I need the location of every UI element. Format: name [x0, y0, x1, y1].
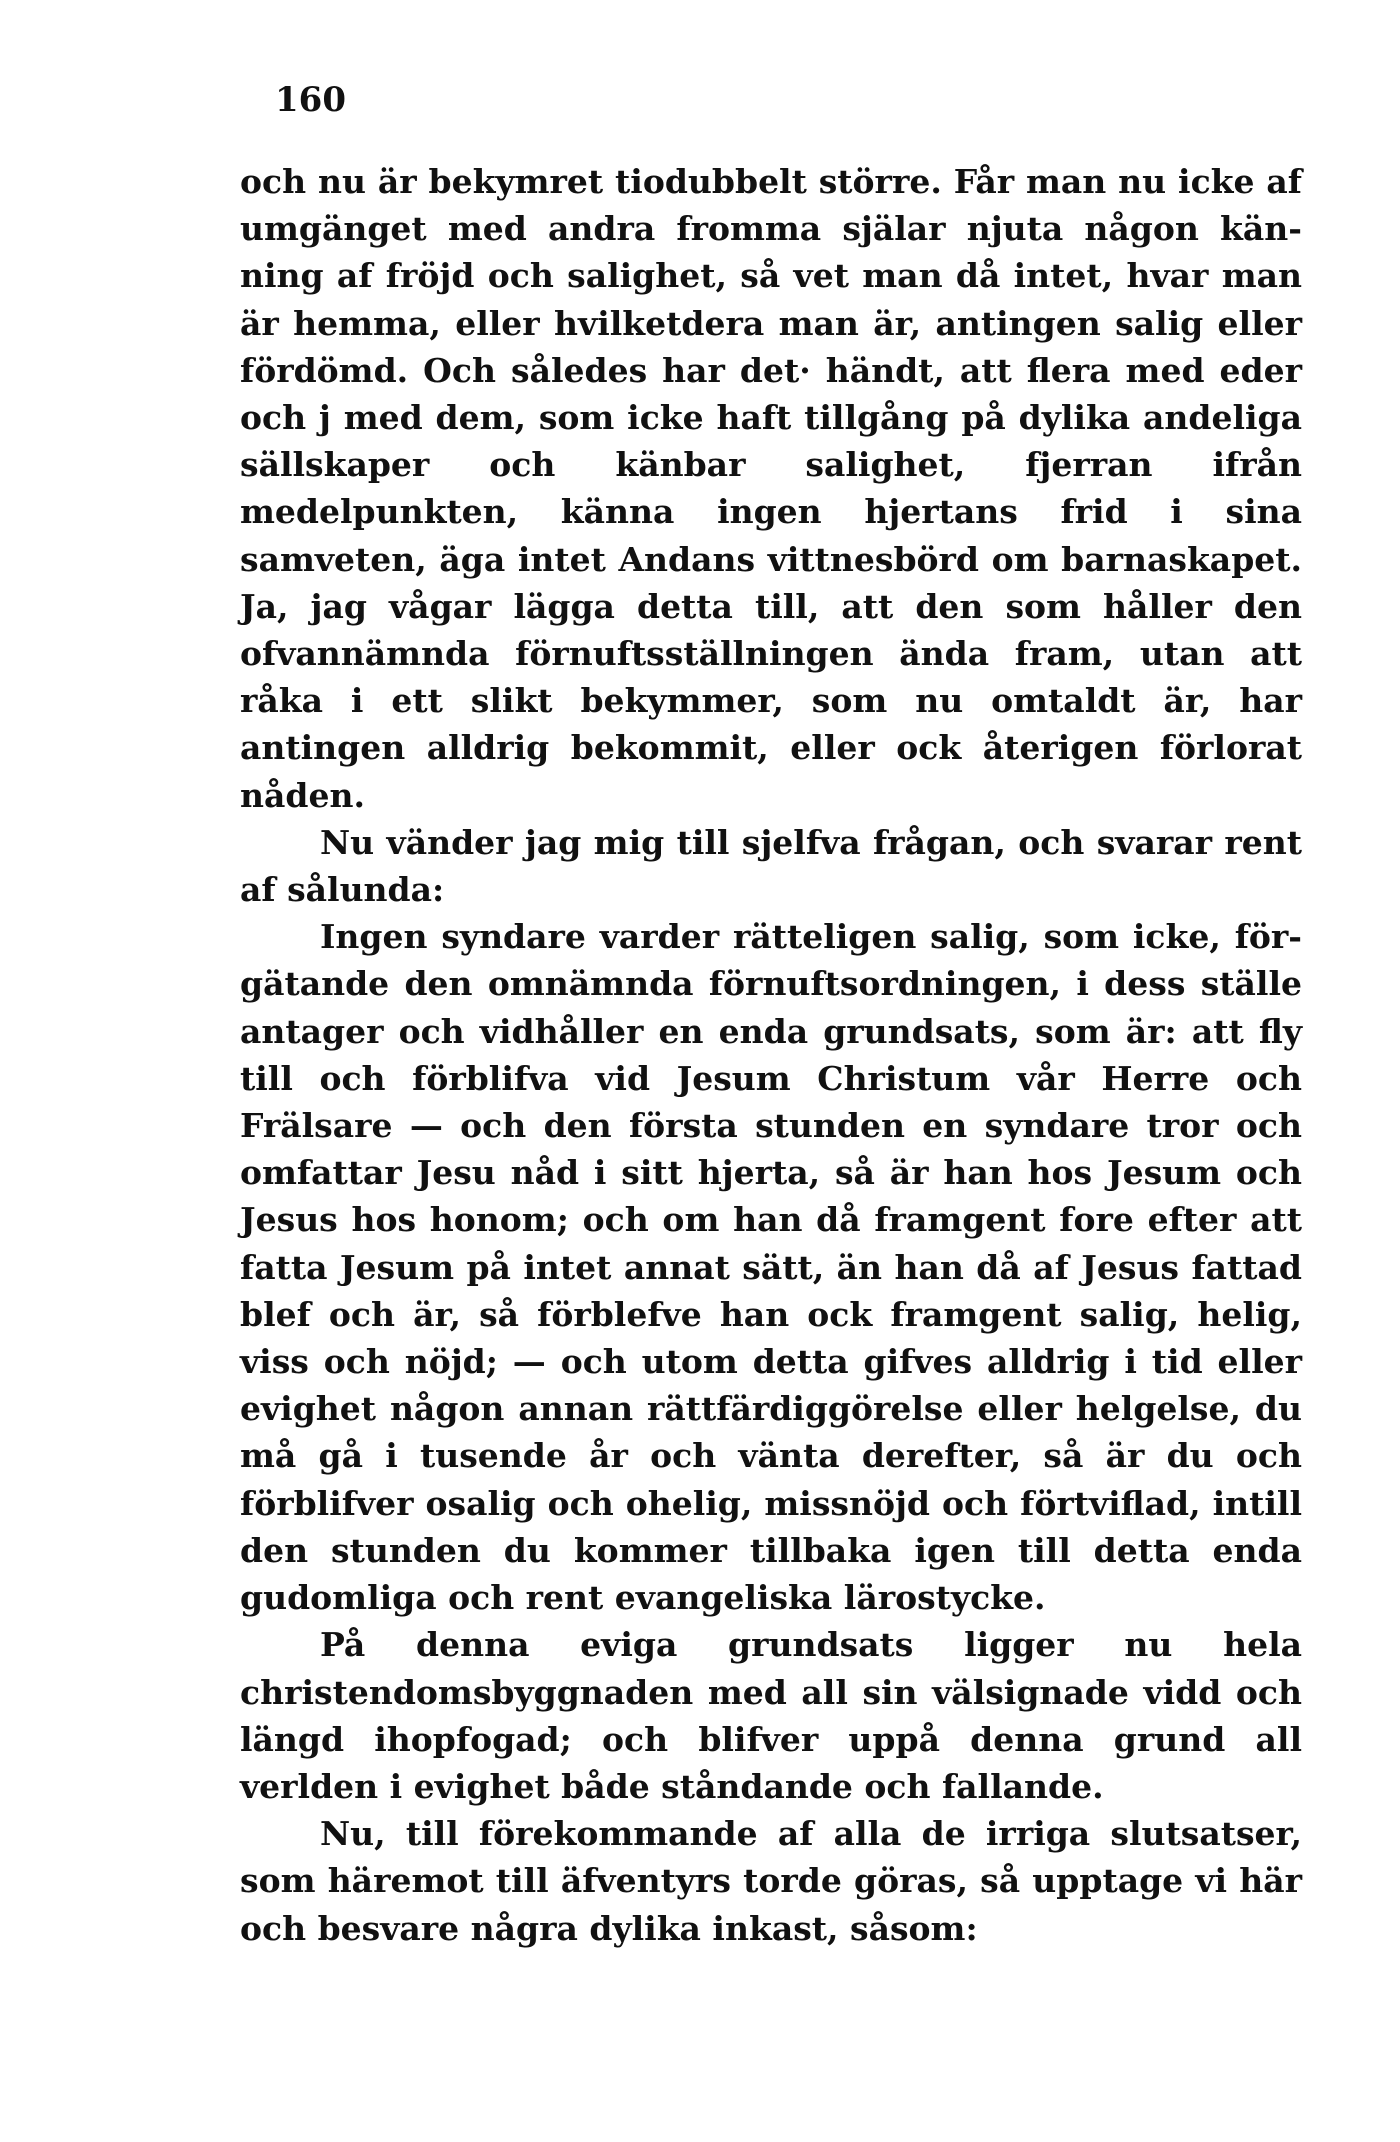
- page-number: 160: [275, 80, 346, 120]
- paragraph: På denna eviga grundsats ligger nu hela christendomsbyggnaden med all sin välsignade vidd och längd ihopfogad; och blifver uppå denna grund all verlden i evighet både ståndande och fallande.: [240, 1625, 1302, 1806]
- paragraph-continued: och nu är bekymret tiodubbelt större. Får man nu icke af umgänget med andra fromma själar njuta någon känning af fröjd och salighet, så vet man då intet, hvar man är hemma, eller hvilketdera man är, antingen salig eller fördömd. Och således har det· händt, att flera med eder och j med dem, som icke haft tillgång på dylika andeliga sällskaper och känbar salighet, fjerran ifrån medelpunkten, känna ingen hjertans frid i sina samveten, äga intet Andans vittnesbörd om barnaskapet. Ja, jag vågar lägga detta till, att den som håller den ofvannämnda förnuftsställningen ända fram, utan att råka i ett slikt bekymmer, som nu omtaldt är, har antingen alldrig bekommit, eller ock återigen förlorat nåden.: [240, 162, 1302, 815]
- paragraph: Nu, till förekommande af alla de irriga slutsatser, som häremot till äfventyrs torde göras, så upptage vi här och besvare några dylika inkast, såsom:: [240, 1814, 1302, 1948]
- paragraph: Nu vänder jag mig till sjelfva frågan, och svarar rent af sålunda:: [240, 822, 1302, 910]
- body-text: [240, 158, 1302, 1952]
- paragraph: Ingen syndare varder rätteligen salig, som icke, förgätande den omnämnda förnuftsordningen, i dess ställe antager och vidhåller en enda grundsats, som är: att fly till och förblifva vid Jesum Christum vår Herre och Frälsare — och den första stunden en syndare tror och omfattar Jesu nåd i sitt hjerta, så är han hos Jesum och Jesus hos honom; och om han då framgent fore efter att fatta Jesum på intet annat sätt, än han då af Jesus fattad blef och är, så förblefve han ock framgent salig, helig, viss och nöjd; — och utom detta gifves alldrig i tid eller evighet någon annan rättfärdiggörelse eller helgelse, du må gå i tusende år och vänta derefter, så är du och förblifver osalig och ohelig, missnöjd och förtviflad, intill den stunden du kommer tillbaka igen till detta enda gudomliga och rent evangeliska lärostycke.: [240, 917, 1302, 1618]
